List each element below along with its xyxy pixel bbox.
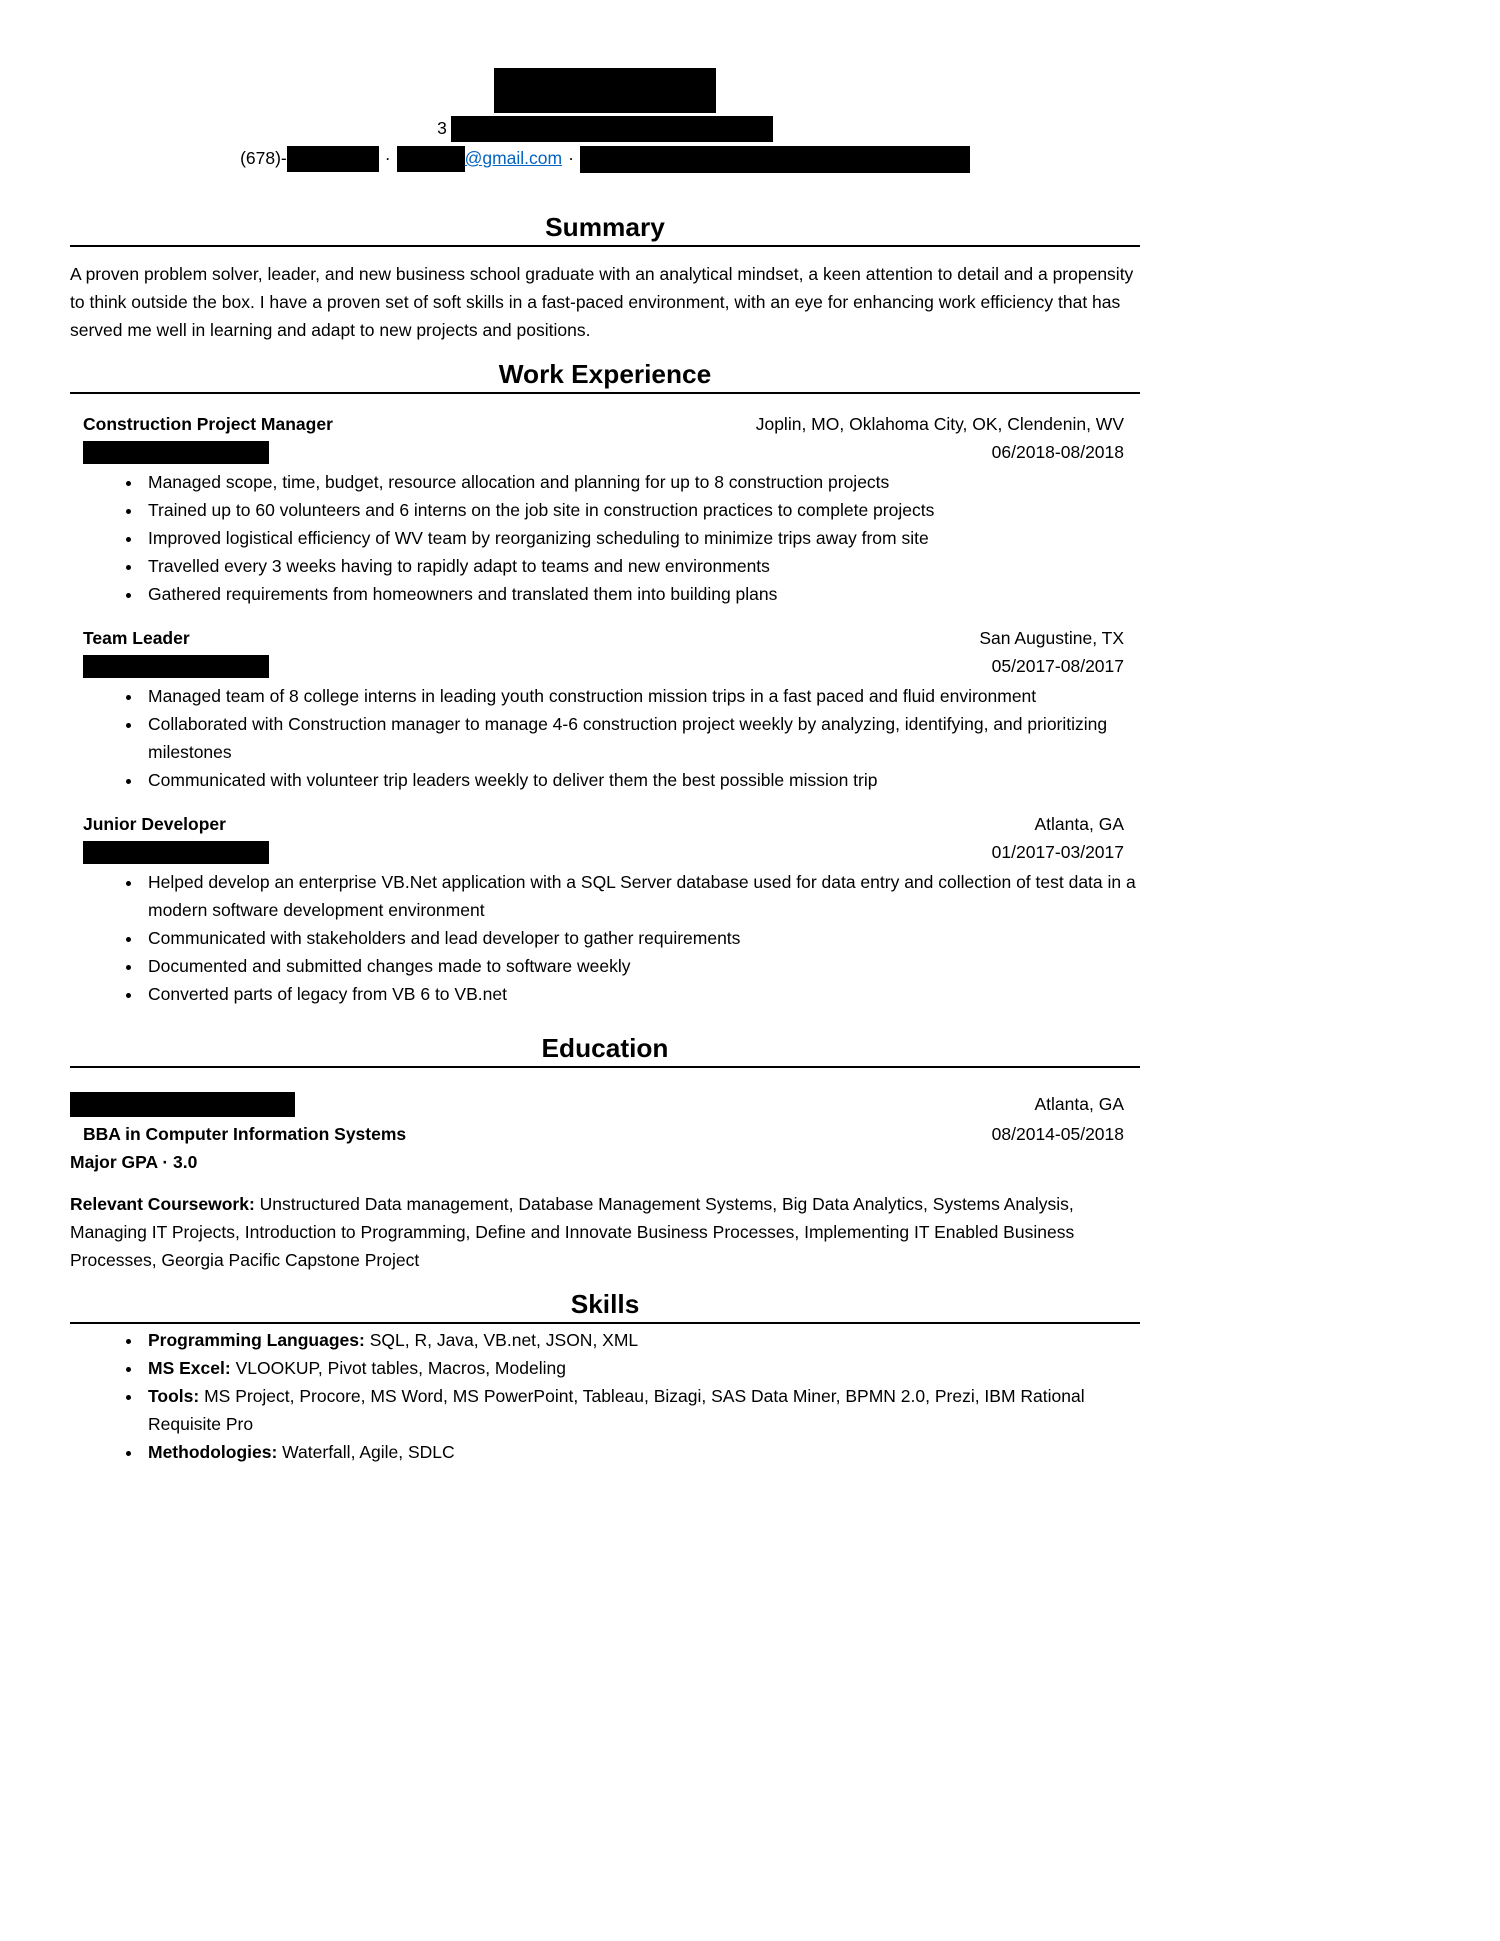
separator-dot: · xyxy=(384,148,391,168)
skill-text: SQL, R, Java, VB.net, JSON, XML xyxy=(369,1330,639,1350)
school-redacted xyxy=(70,1092,295,1117)
job-dates: 01/2017-03/2017 xyxy=(991,842,1124,862)
school-row xyxy=(70,1090,1140,1118)
section-skills xyxy=(70,1290,1140,1466)
address-redacted xyxy=(451,116,773,142)
email-link[interactable]: @gmail.com xyxy=(464,148,563,168)
section-summary xyxy=(70,213,1140,344)
bullet-item: • Gathered requirements from homeowners and translated them into building plans xyxy=(143,580,1140,608)
education-entry xyxy=(70,1090,1140,1274)
address-prefix: 3 xyxy=(437,118,447,138)
work-experience-heading: Work Experience xyxy=(70,360,1140,394)
education-dates: 08/2014-05/2018 xyxy=(991,1124,1124,1144)
coursework-label: Relevant Coursework: xyxy=(70,1194,255,1214)
skill-item xyxy=(143,1354,1140,1382)
bullet-item: • Travelled every 3 weeks having to rapidly adapt to teams and new environments xyxy=(143,552,1140,580)
job-title-row xyxy=(70,410,1140,438)
coursework-text: Unstructured Data management, Database Management Systems, Big Data Analytics, Systems Analysis, Managing IT Projects, Introduction to Programming, Define and Innovate Business Processes, Implementing IT Enabled Business Processes, Georgia Pacific Capstone Project xyxy=(70,1194,1075,1270)
bullet-item: • Trained up to 60 volunteers and 6 interns on the job site in construction practices to complete projects xyxy=(143,496,1140,524)
gpa-line: Major GPA · 3.0 xyxy=(70,1152,198,1172)
coursework-paragraph xyxy=(70,1190,1140,1274)
job-company-row xyxy=(70,652,1140,680)
skill-text: VLOOKUP, Pivot tables, Macros, Modeling xyxy=(235,1358,566,1378)
job-company-row xyxy=(70,438,1140,466)
job-title: Team Leader xyxy=(83,628,190,648)
skills-heading: Skills xyxy=(70,1290,1140,1324)
phone-prefix: (678)- xyxy=(240,148,287,168)
phone-redacted xyxy=(287,146,379,172)
job-title-row xyxy=(70,624,1140,652)
bullet-item: • Communicated with stakeholders and lead developer to gather requirements xyxy=(143,924,1140,952)
company-redacted xyxy=(83,841,269,864)
degree-row xyxy=(70,1120,1140,1148)
summary-text: A proven problem solver, leader, and new business school graduate with an analytical mindset, a keen attention to detail and a propensity to think outside the box. I have a proven set of soft skills in a fast-paced environment, with an eye for enhancing work efficiency that has served me well in learning and adapt to new projects and positions. xyxy=(70,264,1134,340)
job-location: San Augustine, TX xyxy=(979,628,1124,648)
job-title: Construction Project Manager xyxy=(83,414,333,434)
bullet-item: • Collaborated with Construction manager to manage 4-6 construction project weekly by analyzing, identifying, and prioritizing milestones xyxy=(143,710,1140,766)
bullet-item: • Converted parts of legacy from VB 6 to VB.net xyxy=(143,980,1140,1008)
bullet-item: • Managed team of 8 college interns in leading youth construction mission trips in a fast paced and fluid environment xyxy=(143,682,1140,710)
job-entry xyxy=(70,810,1140,1008)
bullet-item: • Improved logistical efficiency of WV team by reorganizing scheduling to minimize trips away from site xyxy=(143,524,1140,552)
education-location: Atlanta, GA xyxy=(1034,1094,1124,1114)
skill-label: Tools: xyxy=(148,1386,200,1406)
job-location: Atlanta, GA xyxy=(1034,814,1124,834)
job-company-row xyxy=(70,838,1140,866)
bullet-item: • Communicated with volunteer trip leaders weekly to deliver them the best possible mission trip xyxy=(143,766,1140,794)
resume-document xyxy=(70,0,1140,1466)
job-title: Junior Developer xyxy=(83,814,226,834)
email-user-redacted xyxy=(397,146,465,172)
contact-line xyxy=(70,143,1140,173)
company-redacted xyxy=(83,655,269,678)
job-location: Joplin, MO, Oklahoma City, OK, Clendenin, WV xyxy=(755,414,1124,434)
skill-label: Programming Languages: xyxy=(148,1330,365,1350)
bullet-item: • Documented and submitted changes made to software weekly xyxy=(143,952,1140,980)
skill-item xyxy=(143,1382,1140,1438)
company-redacted xyxy=(83,441,269,464)
job-title-row xyxy=(70,810,1140,838)
job-dates: 05/2017-08/2017 xyxy=(991,656,1124,676)
section-education xyxy=(70,1034,1140,1274)
skill-label: MS Excel: xyxy=(148,1358,231,1378)
section-work-experience xyxy=(70,360,1140,1008)
bullet-item: • Managed scope, time, budget, resource allocation and planning for up to 8 construction projects xyxy=(143,468,1140,496)
name-redacted xyxy=(494,68,716,113)
summary-heading: Summary xyxy=(70,213,1140,247)
job-entry xyxy=(70,624,1140,794)
job-entry xyxy=(70,410,1140,608)
degree-title: BBA in Computer Information Systems xyxy=(83,1124,407,1144)
skill-label: Methodologies: xyxy=(148,1442,278,1462)
job-bullet-list xyxy=(70,468,1140,608)
skill-item xyxy=(143,1326,1140,1354)
skill-text: Waterfall, Agile, SDLC xyxy=(282,1442,455,1462)
skills-list xyxy=(70,1326,1140,1466)
job-bullet-list xyxy=(70,868,1140,1008)
job-bullet-list xyxy=(70,682,1140,794)
profile-url-redacted xyxy=(580,146,970,173)
skill-text: MS Project, Procore, MS Word, MS PowerPoint, Tableau, Bizagi, SAS Data Miner, BPMN 2.0, Prezi, IBM Rational Requisite Pro xyxy=(148,1386,1085,1434)
resume-header xyxy=(70,68,1140,173)
skill-item xyxy=(143,1438,1140,1466)
bullet-item: • Helped develop an enterprise VB.Net application with a SQL Server database used for data entry and collection of test data in a modern software development environment xyxy=(143,868,1140,924)
job-dates: 06/2018-08/2018 xyxy=(991,442,1124,462)
education-heading: Education xyxy=(70,1034,1140,1068)
separator-dot: · xyxy=(568,148,574,168)
address-line xyxy=(70,113,1140,143)
